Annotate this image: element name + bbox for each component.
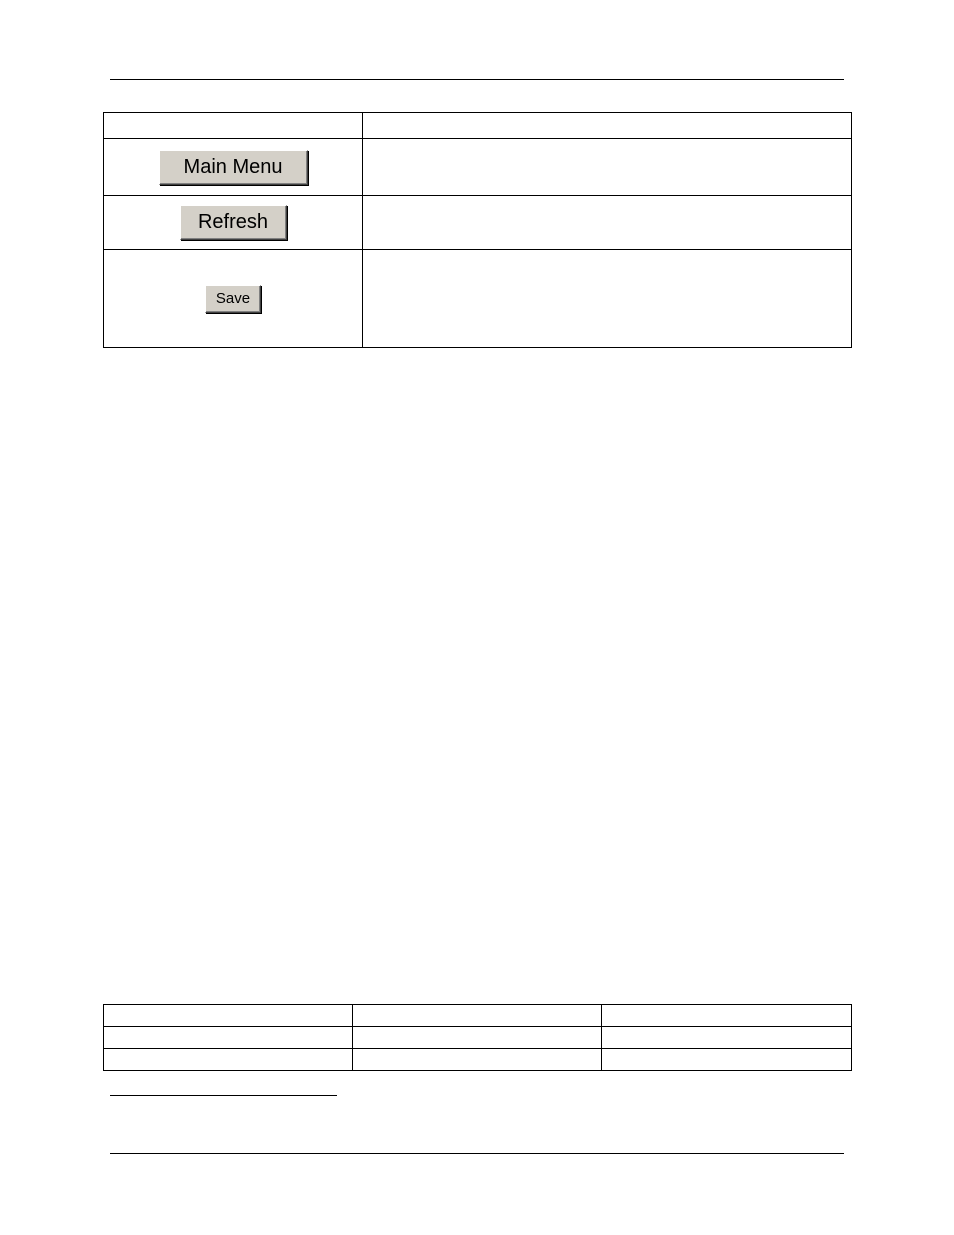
table-row — [104, 196, 852, 250]
table-cell — [104, 1005, 353, 1027]
description-cell — [363, 139, 852, 196]
header-cell-button — [104, 113, 363, 139]
refresh-button[interactable]: Refresh — [180, 205, 287, 240]
table-cell — [353, 1027, 602, 1049]
table-row — [104, 139, 852, 196]
footer-rule — [110, 1153, 844, 1154]
table-cell — [104, 1049, 353, 1071]
description-cell — [363, 250, 852, 348]
table-cell — [104, 1027, 353, 1049]
button-cell — [104, 196, 363, 250]
table-row — [104, 1005, 852, 1027]
button-cell — [104, 250, 363, 348]
table-cell — [602, 1027, 852, 1049]
save-button[interactable]: Save — [205, 285, 261, 313]
empty-data-table — [103, 1004, 852, 1071]
table-header-row — [104, 113, 852, 139]
footnote-separator — [110, 1095, 337, 1096]
table-row — [104, 1049, 852, 1071]
table-cell — [602, 1005, 852, 1027]
table-cell — [353, 1049, 602, 1071]
header-cell-description — [363, 113, 852, 139]
button-cell — [104, 139, 363, 196]
table-row — [104, 250, 852, 348]
button-reference-table — [103, 112, 852, 348]
main-menu-button[interactable]: Main Menu — [159, 150, 308, 185]
table-cell — [353, 1005, 602, 1027]
header-rule — [110, 79, 844, 80]
table-cell — [602, 1049, 852, 1071]
description-cell — [363, 196, 852, 250]
table-row — [104, 1027, 852, 1049]
